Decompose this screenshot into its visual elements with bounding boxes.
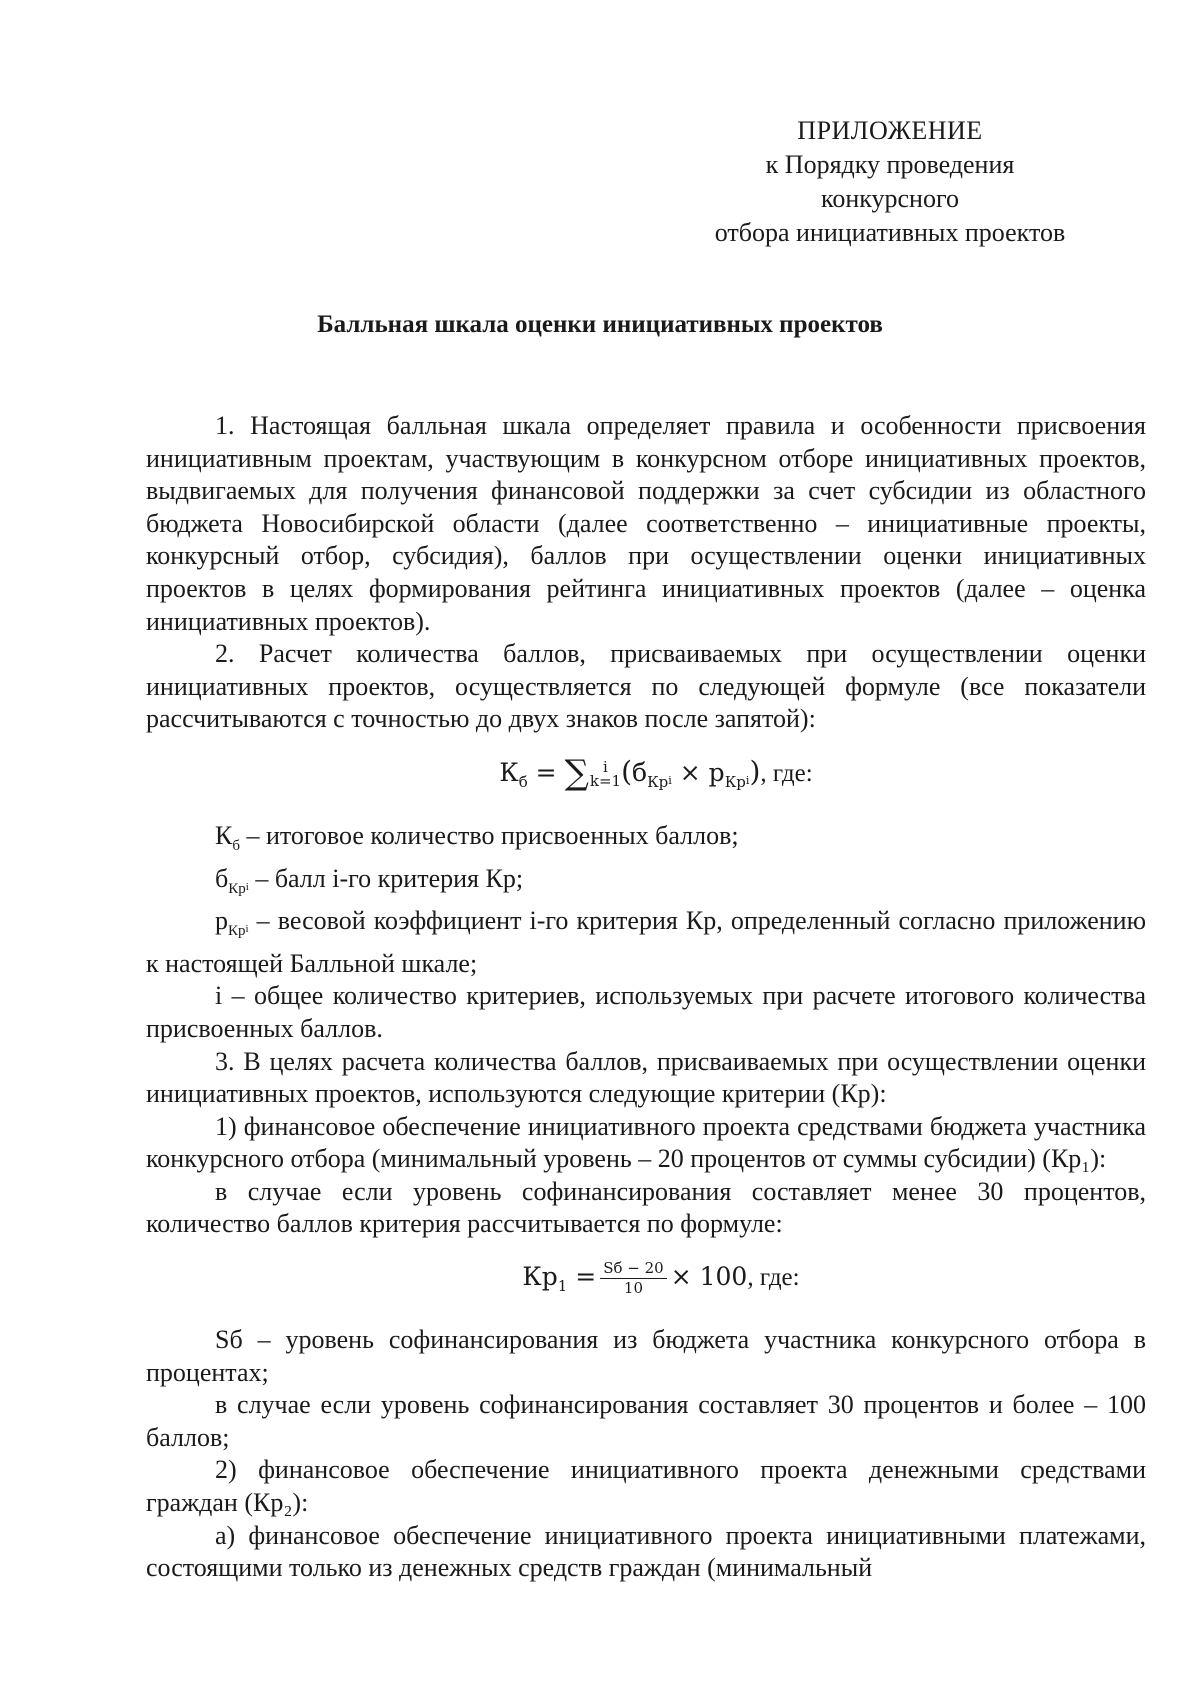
term-score-sub: Кр xyxy=(647,772,669,791)
term-weight-subsub: i xyxy=(745,773,750,787)
formula-total-score xyxy=(146,752,1146,802)
kr1-lhs-sub: 1 xyxy=(557,1277,568,1296)
definition-b xyxy=(146,863,1146,906)
kr1-denominator: 10 xyxy=(623,1279,643,1298)
sum-upper-limit: i xyxy=(603,758,608,777)
kr1-numerator: Sб − 20 xyxy=(600,1259,667,1279)
kr1-fraction xyxy=(600,1259,667,1298)
term-score-subsub: i xyxy=(668,773,672,787)
criterion-1: 1) финансовое обеспечение инициативного проекта средствами бюджета участника конкурсного отбора (минимальный уровень – 20 процентов от суммы субсидии) (Кр₁): xyxy=(146,1111,1146,1174)
formula-tail: , где: xyxy=(760,759,813,787)
document-title: Балльная шкала оценки инициативных проектов xyxy=(317,311,883,338)
kr1-equals: = xyxy=(575,1262,597,1292)
def-b-text: – балл i-го критерия Кр; xyxy=(255,863,524,893)
sum-symbol: ∑ xyxy=(564,752,589,793)
paragraph-2: 2. Расчет количества баллов, присваиваемых при осуществлении оценки инициативных проектов, осуществляется по следующей формуле (все показатели рассчитываются с точностью до двух знаков после запятой): xyxy=(146,639,1146,734)
kr1-lhs: Кр xyxy=(522,1262,558,1292)
term-score: б xyxy=(632,757,648,787)
times-sign: × xyxy=(679,757,701,787)
def-kb-symbol: К xyxy=(215,820,233,850)
def-b-sub: Кр xyxy=(228,880,246,897)
formula-lhs-sub: б xyxy=(518,772,528,791)
criterion-2: 2) финансовое обеспечение инициативного проекта денежными средствами граждан (Кр₂): xyxy=(146,1455,1146,1518)
close-paren: ) xyxy=(749,754,761,788)
definition-i: i – общее количество критериев, используемых при расчете итогового количества присвоенных баллов. xyxy=(146,981,1146,1043)
def-kb-text: – итоговое количество присвоенных баллов; xyxy=(246,820,739,850)
term-weight: р xyxy=(708,757,725,787)
sum-limits xyxy=(589,758,622,791)
def-p-sub: Кр xyxy=(228,923,246,940)
paragraph-3: 3. В целях расчета количества баллов, присваиваемых при осуществлении оценки инициативных проектов, используются следующие критерии (Кр): xyxy=(146,1046,1146,1109)
paragraph-1: 1. Настоящая балльная шкала определяет правила и особенности присвоения инициативным проектам, участвующим в конкурсном отборе инициативных проектов, выдвигаемых для получения финансовой поддержки за счет субсидии из областного бюджета Новосибирской области (далее соответственно – инициативные проекты, конкурсный отбор, субсидия), баллов при осуществлении оценки инициативных проектов в целях формирования рейтинга инициативных проектов (далее – оценка инициативных проектов). xyxy=(146,411,1146,636)
def-p-subsub: i xyxy=(245,923,249,936)
open-paren: ( xyxy=(621,754,632,788)
appendix-subtitle-line-2: отбора инициативных проектов xyxy=(714,218,1066,247)
formula-kr1 xyxy=(146,1253,1146,1310)
definition-sb: Sб – уровень софинансирования из бюджета участника конкурсного отбора в процентах; xyxy=(146,1325,1146,1387)
def-b-subsub: i xyxy=(245,880,249,893)
sum-lower-limit: k=1 xyxy=(589,772,622,791)
formula-lhs: К xyxy=(499,757,519,787)
kr1-tail: , где: xyxy=(747,1264,800,1292)
formula-equals: = xyxy=(535,757,557,787)
def-p-symbol: р xyxy=(215,906,228,936)
appendix-title: ПРИЛОЖЕНИЕ xyxy=(797,116,983,145)
term-weight-sub: Кр xyxy=(724,772,746,791)
appendix-header xyxy=(700,114,1080,250)
def-kb-sub: б xyxy=(232,837,240,854)
document-body xyxy=(146,410,1146,1585)
def-b-symbol: б xyxy=(215,863,229,893)
def-p-text: – весовой коэффициент i-го критерия Кр, определенный согласно приложению к настоящей Балльной шкале; xyxy=(146,906,1147,978)
criterion-1-case-30-plus: в случае если уровень софинансирования составляет 30 процентов и более – 100 баллов; xyxy=(146,1390,1146,1452)
criterion-2a: а) финансовое обеспечение инициативного проекта инициативными платежами, состоящими только из денежных средств граждан (минимальный xyxy=(146,1520,1146,1583)
appendix-subtitle-line-1: к Порядку проведения конкурсного xyxy=(765,150,1015,213)
criterion-1-case-below-30: в случае если уровень софинансирования составляет менее 30 процентов, количество баллов критерия рассчитывается по формуле: xyxy=(146,1176,1146,1239)
kr1-multiplier: × 100 xyxy=(670,1262,748,1292)
definition-p xyxy=(146,905,1146,980)
definition-kb xyxy=(146,820,1146,863)
